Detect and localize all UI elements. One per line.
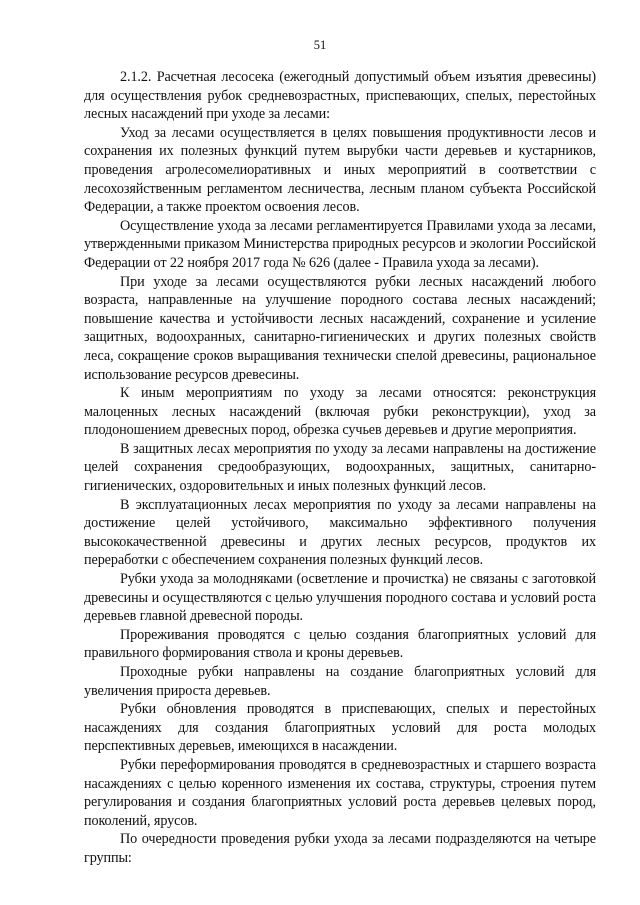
paragraph: К иным мероприятиям по уходу за лесами относятся: реконструкция малоценных лесных насаждений (включая рубки реконструкции), уход за плодоношением древесных пород, обрезка сучьев деревьев и другие мероприятия.: [84, 385, 596, 439]
paragraph: При уходе за лесами осуществляются рубки лесных насаждений любого возраста, направленные на улучшение породного состава лесных насаждений; повышение качества и устойчивости лесных насаждений, сохранение и усиление защитных, водоохранных, санитарно-гигиенических и других полезных свойств леса, сокращение сроков выращивания технически спелой древесины, рациональное использование ресурсов древесины.: [84, 273, 596, 383]
paragraph: Проходные рубки направлены на создание благоприятных условий для увеличения прироста деревьев.: [84, 664, 596, 699]
paragraph: В защитных лесах мероприятия по уходу за лесами направлены на достижение целей сохранения средообразующих, водоохранных, защитных, санитарно-гигиенических, оздоровительных и иных полезных функций лесов.: [84, 440, 596, 495]
paragraph: В эксплуатационных лесах мероприятия по уходу за лесами направлены на достижение целей устойчивого, максимально эффективного получения высококачественной древесины и других лесных ресурсов, продуктов их переработки с обеспечением сохранения полезных функций лесов.: [84, 496, 596, 569]
paragraph: Рубки обновления проводятся в приспевающих, спелых и перестойных насаждениях для создания благоприятных условий для роста молодых перспективных деревьев, имеющихся в насаждении.: [84, 701, 596, 755]
paragraph: Рубки переформирования проводятся в средневозрастных и старшего возраста насаждениях с целью коренного изменения их состава, структуры, строения путем регулирования и создания благоприятных условий роста деревьев целевых пород, поколений, ярусов.: [84, 756, 596, 829]
paragraph: Прореживания проводятся с целью создания благоприятных условий для правильного формирования ствола и кроны деревьев.: [84, 626, 596, 662]
section-heading-paragraph: 2.1.2. Расчетная лесосека (ежегодный допустимый объем изъятия древесины) для осуществления рубок средневозрастных, приспевающих, спелых, перестойных лесных насаждений при уходе за лесами:: [84, 69, 596, 123]
page-number: 51: [313, 38, 327, 52]
body-text: [84, 68, 596, 868]
paragraph: Осуществление ухода за лесами регламентируется Правилами ухода за лесами, утвержденными приказом Министерства природных ресурсов и экологии Российской Федерации от 22 ноября 2017 года № 626 (далее - Правила ухода за лесами).: [84, 217, 596, 271]
paragraph: Рубки ухода за молодняками (осветление и прочистка) не связаны с заготовкой древесины и осуществляются с целью улучшения породного состава и условий роста деревьев главной древесной породы.: [84, 571, 596, 625]
paragraph: По очередности проведения рубки ухода за лесами подразделяются на четыре группы:: [84, 831, 596, 866]
paragraph: Уход за лесами осуществляется в целях повышения продуктивности лесов и сохранения их полезных функций путем вырубки части деревьев и кустарников, проведения агролесомелиоративных и иных мероприятий в соответствии с лесохозяйственным регламентом лесничества, лесным планом субъекта Российской Федерации, а также проектом освоения лесов.: [84, 124, 596, 216]
